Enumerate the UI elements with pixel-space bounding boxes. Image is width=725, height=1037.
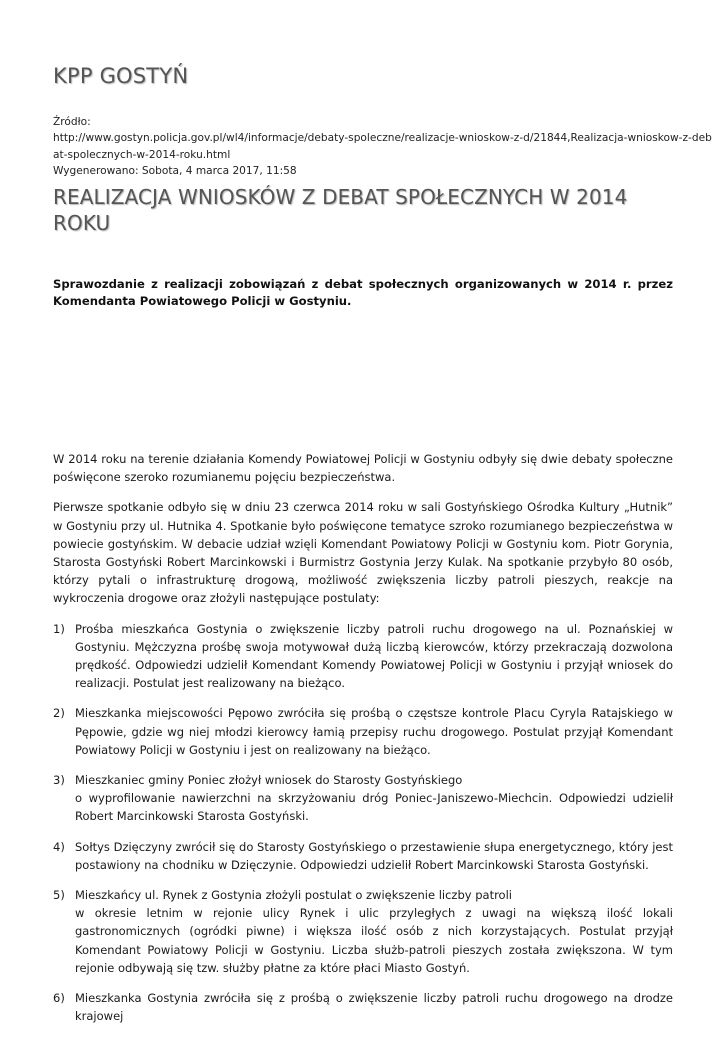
list-item-line: Sołtys Dzięczyny zwrócił się do Starosty Gostyńskiego o przestawienie słupa energetycznego, który jest postawiony na chodniku w Dzięczynie. Odpowiedzi udzielił Robert Marcinkowski Starosta Gostyński. bbox=[75, 839, 673, 872]
list-item bbox=[53, 886, 673, 977]
list-item-text bbox=[75, 886, 673, 977]
list-item-text bbox=[75, 620, 673, 693]
paragraph: W 2014 roku na terenie działania Komendy Powiatowej Policji w Gostyniu odbyły się dwie debaty społeczne poświęcone szeroko rozumianemu pojęciu bezpieczeństwa. bbox=[53, 452, 673, 485]
article-lead: Sprawozdanie z realizacji zobowiązań z debat społecznych organizowanych w 2014 r. przez Komendanta Powiatowego Policji w Gostyniu. bbox=[53, 277, 673, 308]
list-item-line: Mieszkaniec gminy Poniec złożył wniosek do Starosty Gostyńskiego bbox=[75, 773, 463, 788]
list-item-line: Mieszkańcy ul. Rynek z Gostynia złożyli postulat o zwiększenie liczby patroli bbox=[75, 888, 512, 903]
list-item-line: o wyprofilowanie nawierzchni na skrzyżowaniu dróg Poniec-Janiszewo-Miechcin. Odpowiedzi udzielił Robert Marcinkowski Starosta Gostyński. bbox=[75, 791, 673, 824]
list-item bbox=[53, 989, 673, 1025]
source-info bbox=[53, 114, 712, 179]
list-item-line: Mieszkanka Gostynia zwróciła się z prośbą o zwiększenie liczby patroli ruchu drogowego na drodze krajowej bbox=[75, 991, 673, 1024]
list-item-number: 6) bbox=[53, 991, 65, 1006]
list-item-number: 3) bbox=[53, 773, 65, 788]
list-item bbox=[53, 620, 673, 693]
list-item-number: 2) bbox=[53, 706, 65, 721]
paragraph: Pierwsze spotkanie odbyło się w dniu 23 czerwca 2014 roku w sali Gostyńskiego Ośrodka Kultury „Hutnik” w Gostyniu przy ul. Hutnika 4. Spotkanie było poświęcone tematyce szroko rozumianego bezpieczeństwa w powiecie gostyńskim. W debacie udział wzięli Komendant Powiatowy Policji w Gostyniu kom. Piotr Gorynia, Starosta Gostyński Robert Marcinkowski i Burmistrz Gostynia Jerzy Kulak. Na spotkanie przybyło 80 osób, którzy pytali o infrastrukturę drogową, możliwość zwiększenia liczby patroli pieszych, reakcje na wykroczenia drogowe oraz złożyli następujące postulaty: bbox=[53, 500, 673, 606]
list-item bbox=[53, 771, 673, 826]
source-url-line-2: at-spolecznych-w-2014-roku.html bbox=[53, 148, 231, 161]
generated-date: Wygenerowano: Sobota, 4 marca 2017, 11:58 bbox=[53, 164, 297, 177]
list-item-line: Prośba mieszkańca Gostynia o zwiększenie liczby patroli ruchu drogowego na ul. Poznańskiej w Gostyniu. Mężczyzna prośbę swoja motywował dużą liczbą kierowców, którzy przekraczają dozwolona prędkość. Odpowiedzi udzielił Komendant Komendy Powiatowej Policji w Gostyniu i przyjął wniosek do realizacji. Postulat jest realizowany na bieżąco. bbox=[75, 621, 673, 691]
list-item-number: 1) bbox=[53, 621, 65, 636]
source-url-line-1: http://www.gostyn.policja.gov.pl/wl4/informacje/debaty-spoleczne/realizacje-wnioskow-z-d/21844,Realizacja-wnioskow-z-deb bbox=[53, 132, 712, 145]
source-label: Źródło: bbox=[53, 116, 91, 128]
list-item-text bbox=[75, 704, 673, 759]
list-item-line: Mieszkanka miejscowości Pępowo zwróciła się prośbą o częstsze kontrole Placu Cyryla Ratajskiego w Pępowie, gdzie wg niej młodzi kierowcy łamią przepisy ruchu drogowego. Postulat przyjął Komendant Powiatowy Policji w Gostyniu i jest on realizowany na bieżąco. bbox=[75, 706, 673, 757]
list-item bbox=[53, 704, 673, 759]
list-item-number: 5) bbox=[53, 888, 65, 903]
list-item-text bbox=[75, 838, 673, 874]
site-title: KPP GOSTYŃ bbox=[53, 64, 189, 88]
list-item bbox=[53, 838, 673, 874]
list-item-number: 4) bbox=[53, 839, 65, 854]
list-item-line: w okresie letnim w rejonie ulicy Rynek i ulic przyległych z uwagi na większą ilość lokali gastronomicznych (ogródki piwne) i większa ilość osób z nich korzystających. Postulat przyjął Komendant Powiatowy Policji w Gostyniu. Liczba służb-patroli pieszych została zwiększona. W tym rejonie odbywają się tzw. służby płatne za które płaci Miasto Gostyń. bbox=[75, 906, 673, 975]
article-body bbox=[53, 450, 673, 1037]
list-item-text bbox=[75, 771, 673, 826]
list-item-text bbox=[75, 989, 673, 1025]
article-title: REALIZACJA WNIOSKÓW Z DEBAT SPOŁECZNYCH W 2014 ROKU bbox=[53, 185, 628, 235]
